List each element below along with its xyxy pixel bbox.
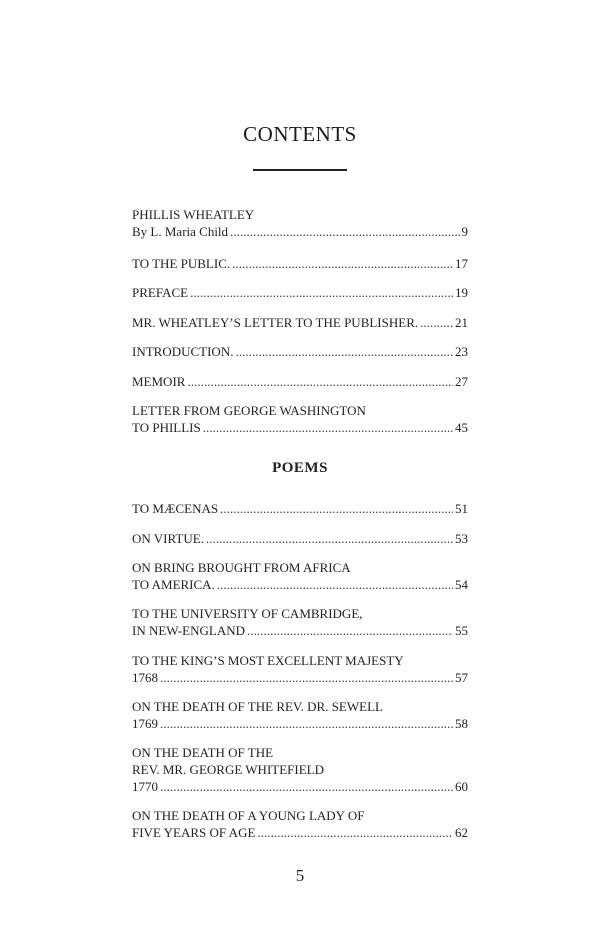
dot-leader: [247, 622, 453, 639]
page-number: 58: [455, 716, 468, 731]
dot-leader: [220, 500, 453, 517]
poems-heading: POEMS: [272, 460, 328, 476]
entry-title-line: ON VIRTUE.: [132, 531, 204, 546]
page-number: 21: [455, 315, 468, 330]
entry-title-line: TO AMERICA.: [132, 577, 215, 592]
page-number: 62: [455, 825, 468, 840]
toc-entry[interactable]: [132, 652, 468, 686]
entry-title-line: ON THE DEATH OF A YOUNG LADY OF: [132, 808, 365, 823]
entry-title-line: PREFACE: [132, 285, 189, 300]
entry-title-line: MEMOIR: [132, 374, 186, 389]
toc-entry[interactable]: [132, 807, 468, 841]
dot-leader: [217, 576, 453, 593]
page-number: 23: [455, 344, 468, 359]
toc-entry[interactable]: [132, 206, 468, 240]
entry-title-line: TO THE UNIVERSITY OF CAMBRIDGE,: [132, 606, 363, 621]
entry-title-line: FIVE YEARS OF AGE: [132, 825, 256, 840]
entry-title-line: MR. WHEATLEY’S LETTER TO THE PUBLISHER.: [132, 315, 419, 330]
toc-entry[interactable]: [132, 559, 468, 593]
toc-entry[interactable]: [132, 744, 468, 795]
entry-title-line: TO PHILLIS: [132, 420, 201, 435]
entry-title-line: 1770: [132, 779, 158, 794]
dot-leader: [160, 778, 453, 795]
entry-title-line: TO THE KING’S MOST EXCELLENT MAJESTY: [132, 653, 404, 668]
entry-title-line: PHILLIS WHEATLEY: [132, 207, 255, 222]
entry-title-line: ON THE DEATH OF THE REV. DR. SEWELL: [132, 699, 383, 714]
page-number: 19: [455, 285, 468, 300]
page-number: 53: [455, 531, 468, 546]
entry-title-line: ON BRING BROUGHT FROM AFRICA: [132, 560, 351, 575]
dot-leader: [230, 223, 459, 240]
entry-title-line: REV. MR. GEORGE WHITEFIELD: [132, 762, 324, 777]
page-number: 57: [455, 670, 468, 685]
page-number: 51: [455, 501, 468, 516]
toc-entry[interactable]: [132, 314, 468, 331]
entry-title-line: INTRODUCTION.: [132, 344, 234, 359]
entry-title-line: ON THE DEATH OF THE: [132, 745, 274, 760]
entry-title-line: 1769: [132, 716, 158, 731]
dot-leader: [187, 373, 453, 390]
page-number: 55: [455, 623, 468, 638]
entry-title-line: IN NEW-ENGLAND: [132, 623, 246, 638]
dot-leader: [420, 314, 453, 331]
title-rule: [253, 169, 347, 171]
entry-title-line: 1768: [132, 670, 158, 685]
toc-entry[interactable]: [132, 698, 468, 732]
page-number: 45: [455, 420, 468, 435]
page-folio: 5: [295, 866, 305, 885]
toc-entry[interactable]: [132, 605, 468, 639]
entry-title-line: TO THE PUBLIC.: [132, 256, 231, 271]
entry-title-line: LETTER FROM GEORGE WASHINGTON: [132, 403, 366, 418]
dot-leader: [232, 255, 453, 272]
entry-title-line: TO MÆCENAS: [132, 501, 219, 516]
page-title: CONTENTS: [243, 122, 357, 146]
toc-entry[interactable]: [132, 343, 468, 360]
dot-leader: [160, 715, 453, 732]
page-number: 60: [455, 779, 468, 794]
page-number: 17: [455, 256, 468, 271]
toc-entry[interactable]: [132, 284, 468, 301]
dot-leader: [190, 284, 453, 301]
dot-leader: [257, 824, 453, 841]
dot-leader: [235, 343, 453, 360]
entry-title-line: By L. Maria Child: [132, 224, 229, 239]
page-number: 27: [455, 374, 468, 389]
toc-entry[interactable]: [132, 255, 468, 272]
dot-leader: [160, 669, 453, 686]
toc-entry[interactable]: [132, 530, 468, 547]
dot-leader: [206, 530, 453, 547]
page-number: 54: [455, 577, 468, 592]
dot-leader: [203, 419, 453, 436]
toc-entry[interactable]: [132, 373, 468, 390]
toc-entry[interactable]: [132, 500, 468, 517]
page-number: 9: [461, 224, 468, 239]
toc-entry[interactable]: [132, 402, 468, 436]
